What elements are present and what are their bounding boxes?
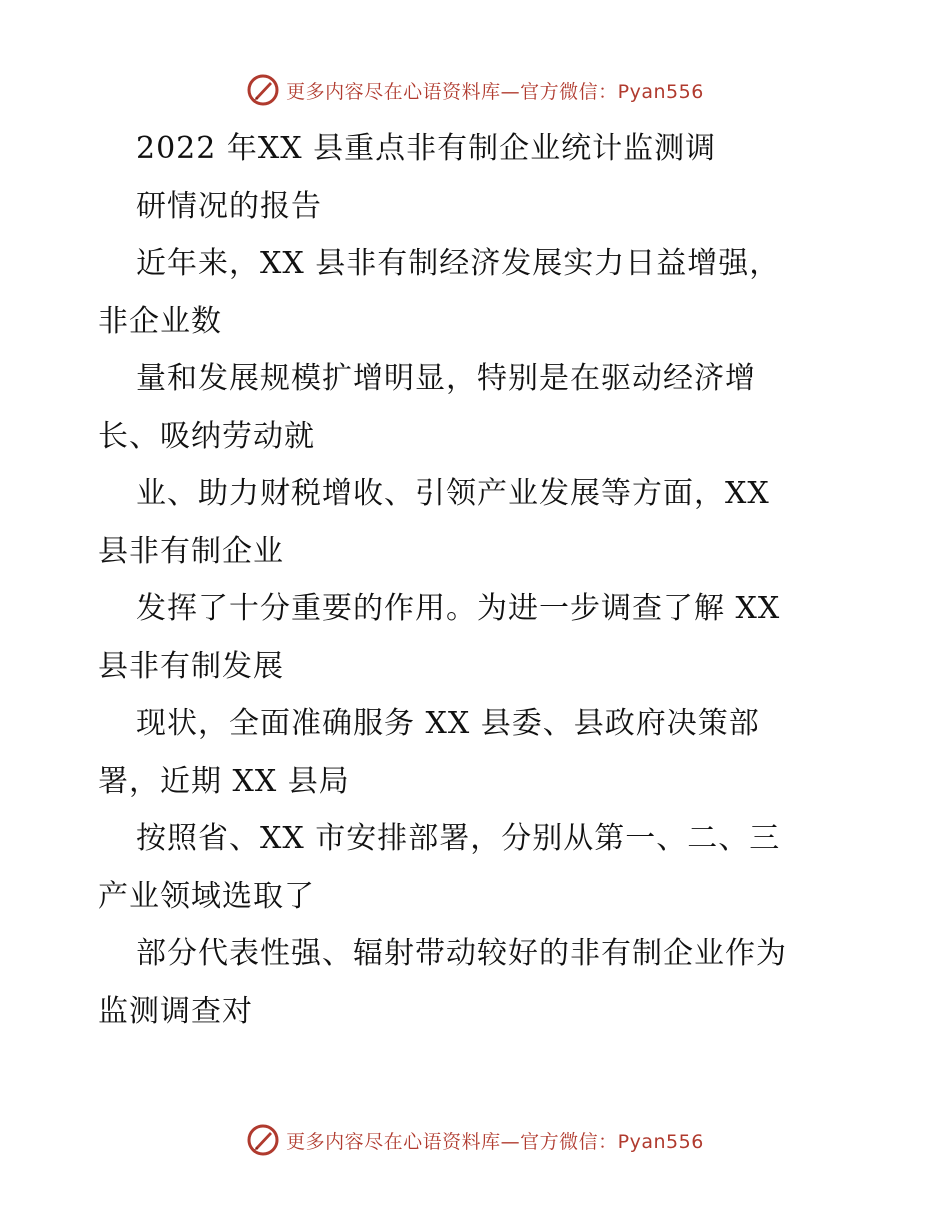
doc-line: 监测调查对 xyxy=(98,993,253,1029)
doc-line: 量和发展规模扩增明显，特别是在驱动经济增 xyxy=(136,361,756,396)
doc-line: 署，近期 XX 县局 xyxy=(98,763,350,799)
doc-line: 现状，全面准确服务 XX 县委、县政府决策部 xyxy=(136,706,760,741)
footer-banner-text: 更多内容尽在心语资料库—官方微信：Pyan556 xyxy=(286,1130,704,1153)
footer-banner-inner xyxy=(246,1123,704,1157)
quill-seal-icon xyxy=(246,73,280,107)
doc-line: 非企业数 xyxy=(98,303,222,339)
document-body xyxy=(98,120,898,1040)
header-banner xyxy=(0,70,950,110)
quill-seal-icon xyxy=(246,1123,280,1157)
doc-line: 业、助力财税增收、引领产业发展等方面，XX xyxy=(136,476,770,511)
doc-line: 按照省、XX 市安排部署，分别从第一、二、三 xyxy=(136,821,781,856)
doc-title-line-1: 2022 年XX 县重点非有制企业统计监测调 xyxy=(136,131,717,166)
header-banner-inner xyxy=(246,73,704,107)
doc-title-line-2: 研情况的报告 xyxy=(136,188,322,224)
doc-line: 部分代表性强、辐射带动较好的非有制企业作为 xyxy=(136,936,787,971)
doc-line: 长、吸纳劳动就 xyxy=(98,418,315,454)
doc-line: 近年来，XX 县非有制经济发展实力日益增强， xyxy=(136,246,781,281)
doc-line: 县非有制企业 xyxy=(98,533,284,569)
doc-line: 发挥了十分重要的作用。为进一步调查了解 XX xyxy=(136,591,781,626)
header-banner-text: 更多内容尽在心语资料库—官方微信：Pyan556 xyxy=(286,80,704,103)
doc-line: 产业领域选取了 xyxy=(98,878,315,914)
doc-line: 县非有制发展 xyxy=(98,648,284,684)
footer-banner xyxy=(0,1120,950,1160)
